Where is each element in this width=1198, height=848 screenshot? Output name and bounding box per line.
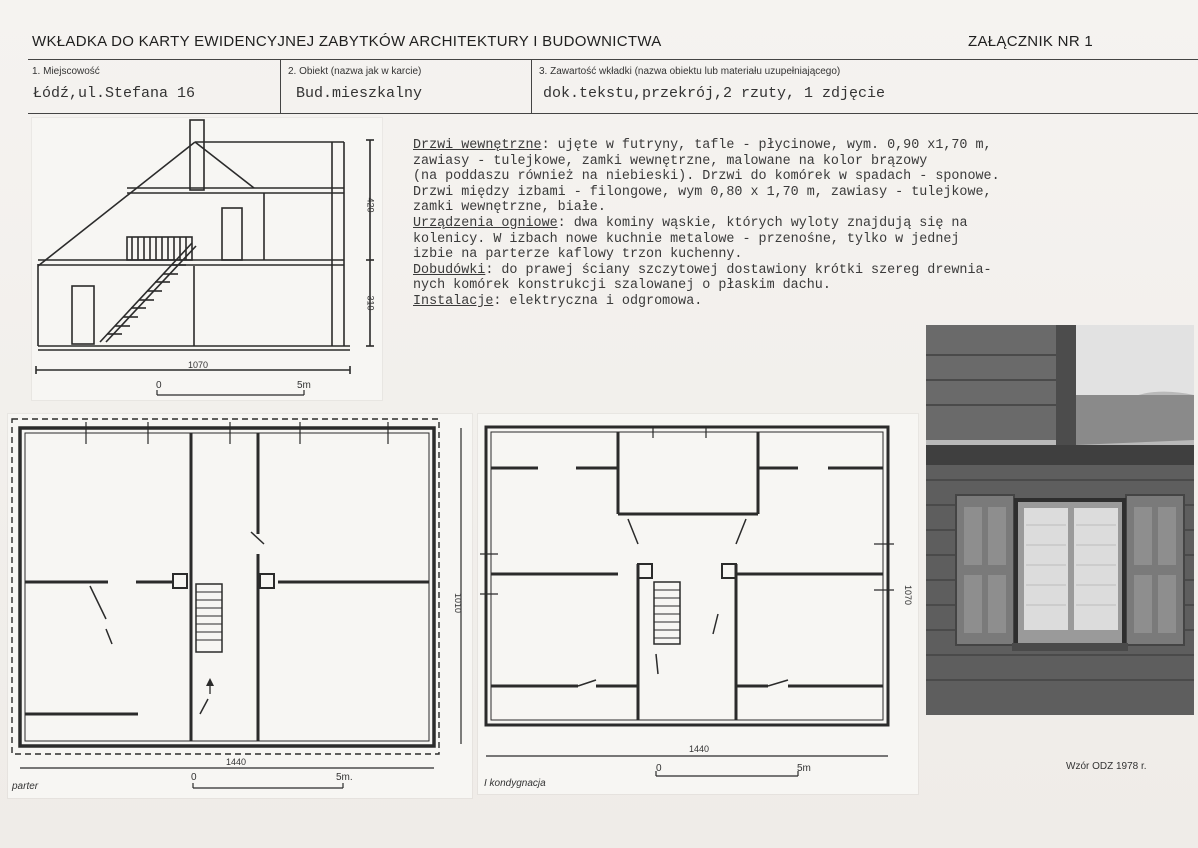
ground-plan-svg [8,414,472,798]
doors-heading: Drzwi wewnętrzne [413,138,542,153]
description-text [413,138,1153,310]
description-line: Drzwi między izbami - filongowe, wym 0,80 x 1,70 m, zawiasy - tulejkowe, [413,184,992,200]
description-line: zamki wewnętrzne, białe. [413,200,606,216]
upper-plan-scale-start: 0 [656,763,662,774]
upper-floor-plan [478,414,918,794]
locality-value: Łódź,ul.Stefana 16 [33,85,196,102]
ground-plan-scale-end: 5m. [336,772,353,783]
extensions-heading: Dobudówki [413,262,486,278]
cross-section-svg [32,118,382,400]
field-divider-1 [280,59,281,113]
section-scale-end: 5m [297,380,311,391]
ground-plan-caption: parter [12,781,39,792]
upper-plan-height-dimension: 1070 [903,584,914,606]
description-line: izbie na parterze kaflowy trzon kuchenny. [413,247,743,263]
building-photograph [926,325,1194,715]
contents-value: dok.tekstu,przekrój,2 rzuty, 1 zdjęcie [543,85,886,102]
description-line: zawiasy - tulejkowe, zamki wewnętrzne, malowane na kolor brązowy [413,153,928,169]
description-line: : do prawej ściany szczytowej dostawiony krótki szereg drewnia- [485,262,992,278]
contents-label: 3. Zawartość wkładki (nazwa obiektu lub materiału uzupełniającego) [539,66,841,77]
cross-section-drawing [32,118,382,400]
section-width-dimension: 1070 [188,360,209,370]
description-line: : ujęte w futryny, tafle - płycinowe, wym. 0,90 x1,70 m, [541,138,992,153]
section-lower-dimension: 310 [365,295,376,311]
object-value: Bud.mieszkalny [296,85,423,102]
description-line: : dwa kominy wąskie, których wyloty znajdują się na [557,215,968,231]
form-template-note: Wzór ODZ 1978 r. [1066,761,1147,772]
installations-heading: Instalacje [413,293,494,309]
description-line: nych komórek konstrukcji szalowanej o płaskim dachu. [413,278,831,294]
description-line: : elektryczna i odgromowa. [493,293,703,309]
object-label: 2. Obiekt (nazwa jak w karcie) [288,66,422,77]
upper-plan-svg [478,414,918,794]
fire-devices-heading: Urządzenia ogniowe [413,215,558,231]
description-line: kolenicy. W izbach nowe kuchnie metalowe - przenośne, tylko w jednej [413,231,960,247]
ground-plan-width-dimension: 1440 [226,757,247,767]
section-upper-dimension: 420 [365,197,376,213]
annex-number: ZAŁĄCZNIK NR 1 [968,33,1094,50]
section-scale-start: 0 [156,380,162,391]
ground-floor-plan [8,414,472,798]
description-line: (na poddaszu również na niebieski). Drzwi do komórek w spadach - sponowe. [413,169,1000,185]
upper-plan-scale-end: 5m [797,763,811,774]
upper-plan-caption: I kondygnacja [484,778,546,789]
ground-plan-scale-start: 0 [191,772,197,783]
ground-plan-height-dimension: 1010 [453,592,464,614]
header-rule-bottom [28,113,1198,114]
header-rule-top [28,59,1198,60]
field-divider-2 [531,59,532,113]
photo-svg [926,325,1194,715]
card-title: WKŁADKA DO KARTY EWIDENCYJNEJ ZABYTKÓW ARCHITEKTURY I BUDOWNICTWA [32,33,662,50]
upper-plan-width-dimension: 1440 [689,744,710,754]
locality-label: 1. Miejscowość [32,66,100,77]
